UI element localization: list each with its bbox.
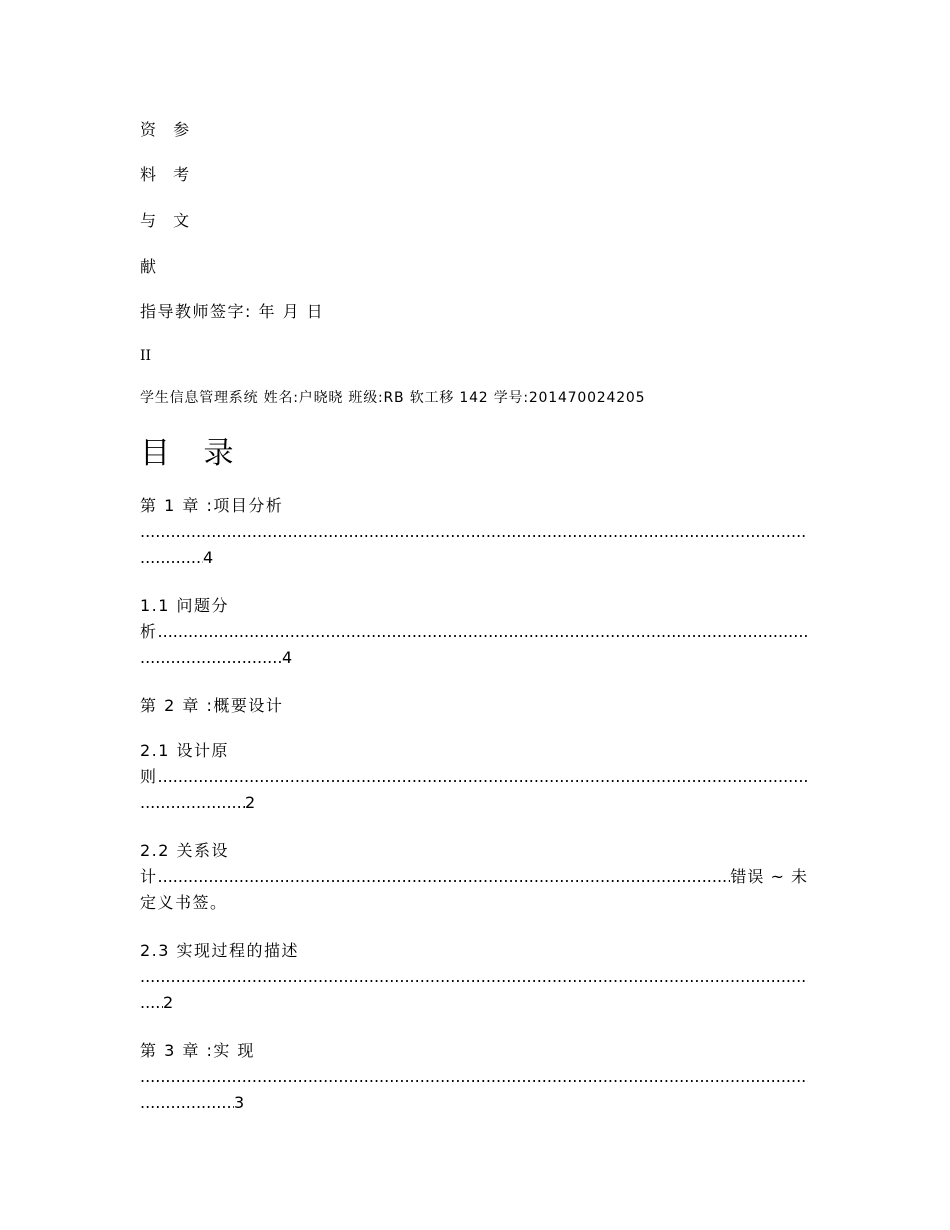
toc-leader-continuation <box>140 645 808 671</box>
toc-leader-continuation <box>140 990 808 1016</box>
toc-entry-chapter-1[interactable] <box>140 493 808 571</box>
toc-entry-1-1[interactable] <box>140 593 808 671</box>
cover-text-row-2: 料 考 <box>140 165 196 184</box>
toc-error-text: 错误 ~ 未 <box>730 867 808 886</box>
toc-leader-continuation <box>140 545 808 571</box>
toc-dot-leader <box>140 545 203 571</box>
running-header: 学生信息管理系统 姓名:户晓晓 班级:RB 软工移 142 学号:201470024205 <box>140 390 646 406</box>
toc-page-number: 4 <box>203 548 215 567</box>
toc-leader <box>140 619 808 645</box>
toc-entry-label: 第 2 章 :概要设计 <box>140 696 284 715</box>
toc-entry-chapter-3[interactable] <box>140 1038 808 1116</box>
document-page <box>140 0 808 1230</box>
toc-leader <box>140 519 808 545</box>
toc-dot-leader <box>140 790 245 816</box>
cover-text-row-4: 献 <box>140 257 163 276</box>
toc-dot-leader <box>140 1064 808 1090</box>
toc-entry-2-3[interactable] <box>140 938 808 1016</box>
toc-dot-leader <box>140 990 163 1016</box>
toc-entry-label-wrap: 计 <box>140 867 158 886</box>
toc-leader-continuation <box>140 790 808 816</box>
toc-leader <box>140 764 808 790</box>
toc-entry-label: 第 3 章 :实 现 <box>140 1041 255 1060</box>
toc-leader <box>140 964 808 990</box>
toc-entry-label: 2.2 关系设 <box>140 841 230 860</box>
toc-entry-label-wrap: 则 <box>140 767 158 786</box>
toc-dot-leader <box>158 619 808 645</box>
toc-dot-leader <box>140 964 808 990</box>
toc-entry-label: 1.1 问题分 <box>140 596 230 615</box>
toc-dot-leader <box>140 645 282 671</box>
roman-page-number: II <box>140 348 152 364</box>
cover-text-row-3: 与 文 <box>140 211 196 230</box>
toc-entry-label-wrap: 析 <box>140 622 158 641</box>
toc-leader <box>140 1064 808 1090</box>
toc-leader <box>140 864 808 890</box>
toc-entry-label: 2.1 设计原 <box>140 741 230 760</box>
toc-entry-label: 第 1 章 :项目分析 <box>140 496 284 515</box>
toc-dot-leader <box>140 1090 234 1116</box>
signature-line: 指导教师签字: 年 月 日 <box>140 302 325 321</box>
toc-title: 目 录 <box>140 436 246 471</box>
toc-dot-leader <box>140 519 808 545</box>
cover-text-row-1: 资 参 <box>140 120 196 139</box>
toc-page-number: 2 <box>163 993 175 1012</box>
toc-entry-chapter-2[interactable] <box>140 693 808 719</box>
toc-entry-2-1[interactable] <box>140 738 808 816</box>
toc-entry-2-2[interactable] <box>140 838 808 916</box>
toc-dot-leader <box>158 764 808 790</box>
toc-error-text-continuation: 定义书签。 <box>140 893 228 912</box>
toc-page-number: 4 <box>282 648 294 667</box>
toc-leader-continuation <box>140 1090 808 1116</box>
toc-page-number: 2 <box>245 793 257 812</box>
toc-dot-leader <box>158 864 731 890</box>
toc-page-number: 3 <box>234 1093 246 1112</box>
toc-entry-label: 2.3 实现过程的描述 <box>140 941 300 960</box>
